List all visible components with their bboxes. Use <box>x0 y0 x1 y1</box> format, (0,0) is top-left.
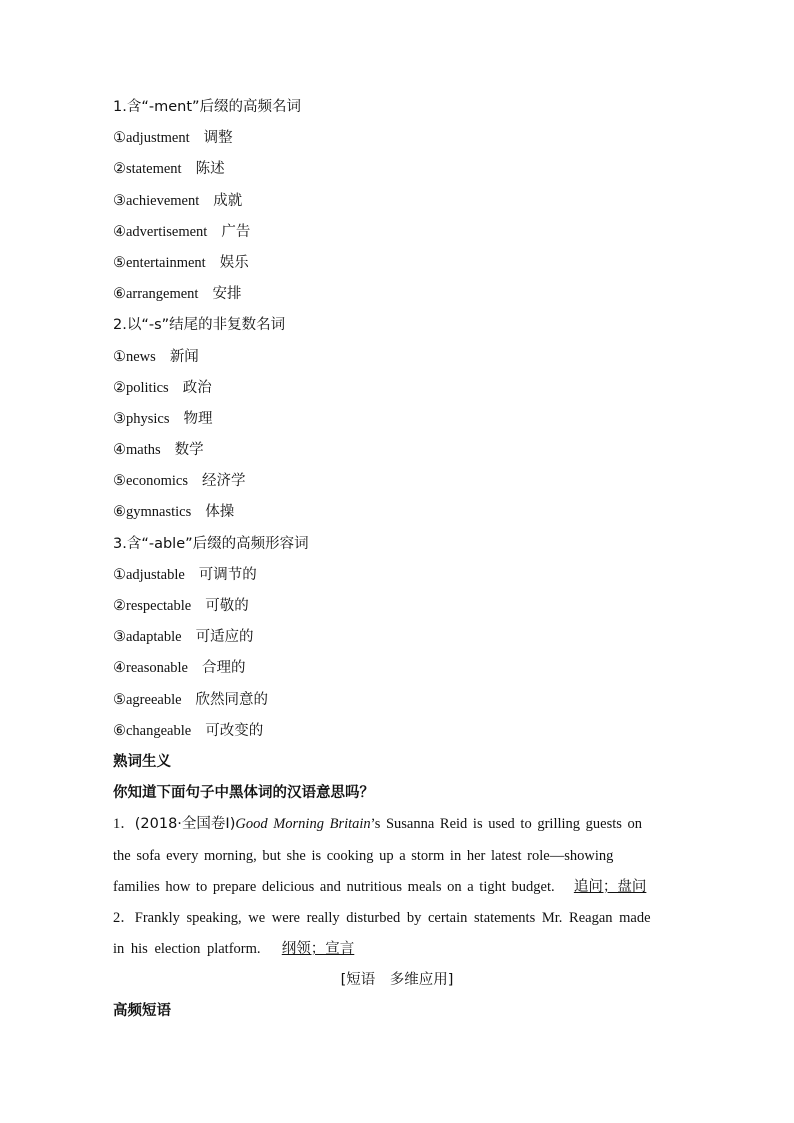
item-number: ② <box>113 161 126 178</box>
question-prompt: 你知道下面句子中黑体词的汉语意思吗？ <box>113 785 374 802</box>
english-word: gymnastics <box>126 504 192 521</box>
item-number: ④ <box>113 442 126 459</box>
section-title: 熟词生义 <box>113 753 171 770</box>
item-number: ⑥ <box>113 286 126 303</box>
section-heading: 3.含“-able”后缀的高频形容词 <box>113 535 309 552</box>
chinese-meaning: 可适应的 <box>195 629 254 646</box>
chinese-meaning: 调整 <box>203 130 233 147</box>
sentence-number: 2． <box>113 909 135 926</box>
english-word: adjustment <box>126 130 190 147</box>
item-number: ① <box>113 348 126 365</box>
item-number: ⑤ <box>113 691 126 708</box>
word-item <box>113 123 681 154</box>
word-item <box>113 342 681 373</box>
word-item <box>113 466 681 497</box>
chinese-meaning: 政治 <box>182 379 212 396</box>
chinese-meaning: 物理 <box>183 410 213 427</box>
word-item <box>113 560 681 591</box>
answer-text: 追问；盘问 <box>573 878 647 895</box>
item-number: ③ <box>113 410 126 427</box>
word-item <box>113 622 681 653</box>
chinese-meaning: 数学 <box>174 442 204 459</box>
word-item <box>113 435 681 466</box>
word-list <box>113 123 681 310</box>
item-number: ⑥ <box>113 722 126 739</box>
item-number: ④ <box>113 223 126 240</box>
word-list <box>113 560 681 747</box>
word-item <box>113 653 681 684</box>
english-word: adaptable <box>126 629 182 646</box>
word-item <box>113 154 681 185</box>
english-word: economics <box>126 473 189 490</box>
source-label: (2018·全国卷Ⅰ) <box>134 816 236 833</box>
chinese-meaning: 成就 <box>213 192 243 209</box>
english-word: achievement <box>126 192 200 209</box>
chinese-meaning: 安排 <box>212 286 242 303</box>
english-word: news <box>126 348 156 365</box>
chinese-meaning: 娱乐 <box>219 254 249 271</box>
item-number: ③ <box>113 629 126 646</box>
item-number: ⑤ <box>113 254 126 271</box>
sentence-text: Frankly speaking, we were really disturbed by certain statements Mr. Reagan made <box>134 909 651 926</box>
section-heading: 1.含“-ment”后缀的高频名词 <box>113 99 302 115</box>
english-word: adjustable <box>126 566 185 583</box>
chinese-meaning: 可调节的 <box>198 566 257 583</box>
chinese-meaning: 陈述 <box>195 161 225 178</box>
sentence-number: 1． <box>113 816 135 833</box>
english-word: respectable <box>126 598 192 614</box>
english-word: physics <box>126 410 170 427</box>
item-number: ① <box>113 130 126 147</box>
chinese-meaning: 广告 <box>221 223 251 240</box>
answer-text: 纲领；宣言 <box>281 941 355 958</box>
chinese-meaning: 合理的 <box>202 660 246 677</box>
sentence-text: ’s Susanna Reid is used to grilling guests on <box>370 816 643 833</box>
item-number: ② <box>113 598 126 614</box>
phrase-section-title: [短语 多维应用] <box>340 972 454 989</box>
chinese-meaning: 体操 <box>205 504 235 521</box>
sentence-text: in his election platform. <box>113 941 261 958</box>
word-item <box>113 279 681 310</box>
english-word: arrangement <box>126 286 199 303</box>
english-word: entertainment <box>126 254 206 271</box>
word-item <box>113 217 681 248</box>
item-number: ⑤ <box>113 473 126 490</box>
sentence-text: families how to prepare delicious and nutritious meals on a tight budget. <box>113 878 555 895</box>
example-sentence-1 <box>113 809 681 903</box>
word-item <box>113 248 681 279</box>
word-item <box>113 373 681 404</box>
chinese-meaning: 新闻 <box>169 348 199 365</box>
example-sentence-2 <box>113 903 681 965</box>
english-word: advertisement <box>126 223 208 240</box>
english-word: maths <box>126 442 161 459</box>
word-item <box>113 404 681 435</box>
sentence-text: the sofa every morning, but she is cooking up a storm in her latest role—showing <box>113 847 614 864</box>
item-number: ⑥ <box>113 504 126 521</box>
word-item <box>113 186 681 217</box>
chinese-meaning: 可改变的 <box>205 722 264 739</box>
chinese-meaning: 可敬的 <box>205 598 249 614</box>
english-word: politics <box>126 379 169 396</box>
item-number: ④ <box>113 660 126 677</box>
english-word: agreeable <box>126 691 182 708</box>
item-number: ② <box>113 379 126 396</box>
section-heading: 2.以“-s”结尾的非复数名词 <box>113 317 286 334</box>
word-list <box>113 342 681 529</box>
item-number: ① <box>113 566 126 583</box>
word-item <box>113 497 681 528</box>
word-item <box>113 685 681 716</box>
english-word: changeable <box>126 722 192 739</box>
chinese-meaning: 欣然同意的 <box>195 691 269 708</box>
show-title: Good Morning Britain <box>235 816 371 833</box>
phrase-subtitle: 高频短语 <box>113 1003 171 1020</box>
english-word: statement <box>126 161 182 178</box>
document-page <box>113 92 681 1028</box>
word-item <box>113 591 681 622</box>
item-number: ③ <box>113 192 126 209</box>
word-item <box>113 716 681 747</box>
chinese-meaning: 经济学 <box>202 473 246 490</box>
english-word: reasonable <box>126 660 188 677</box>
